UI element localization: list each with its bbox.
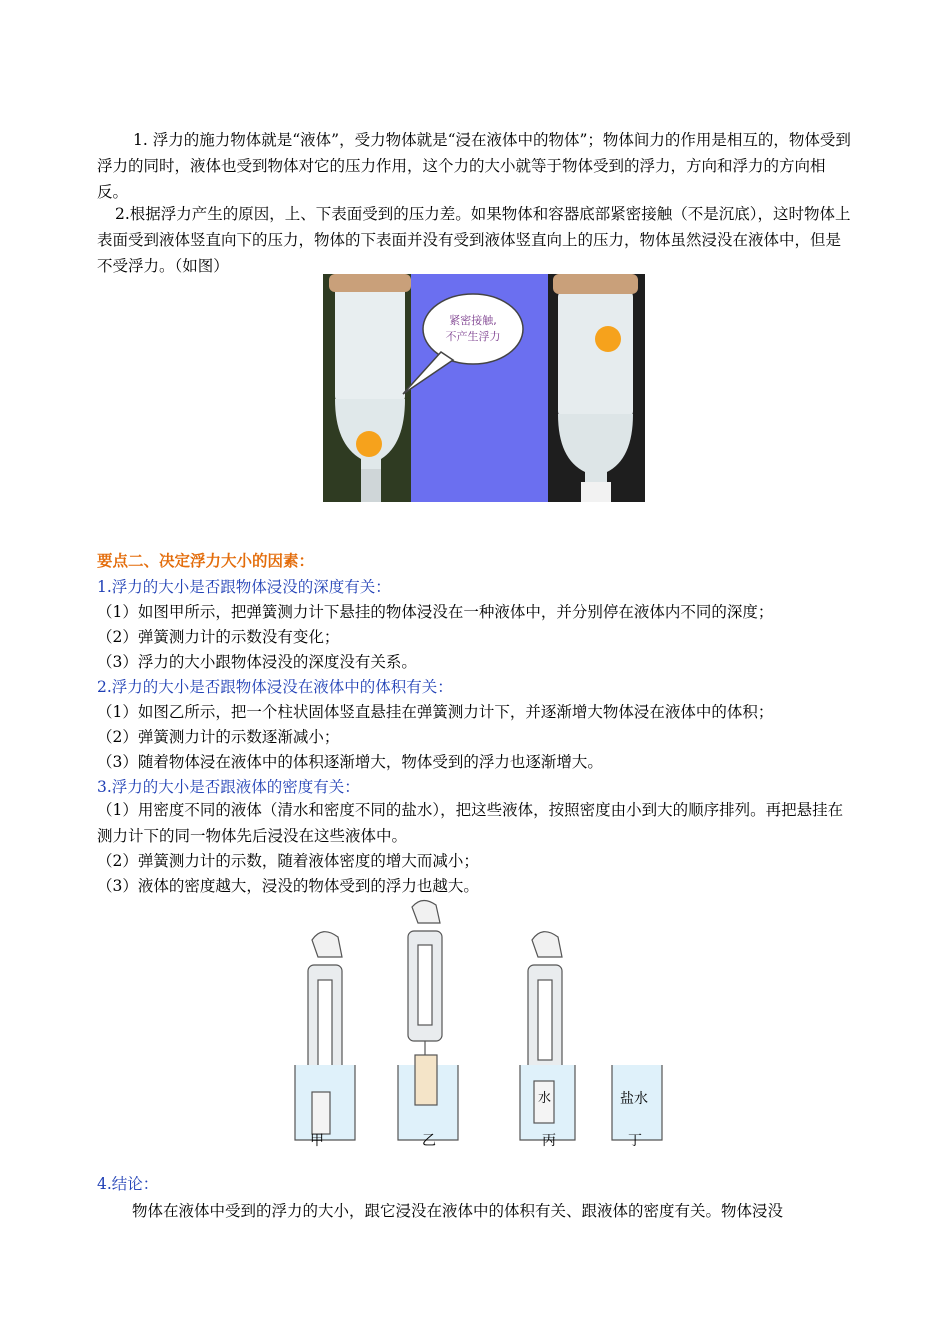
q3-item-1: （1）用密度不同的液体（清水和密度不同的盐水），把这些液体，按照密度由小到大的顺序排列。再把悬挂在测力计下的同一物体先后浸没在这些液体中。: [97, 801, 844, 845]
q1-item-3: （3）浮力的大小跟物体浸没的深度没有关系。: [97, 653, 417, 671]
conclusion-text: 物体在液体中受到的浮力的大小，跟它浸没在液体中的体积有关、跟液体的密度有关。物体浸没: [132, 1202, 784, 1220]
q2-item-1: （1）如图乙所示，把一个柱状固体竖直悬挂在弹簧测力计下，并逐渐增大物体浸在液体中的体积；: [97, 703, 774, 721]
q2-item-3: （3）随着物体浸在液体中的体积逐渐增大，物体受到的浮力也逐渐增大。: [97, 753, 603, 771]
q2-title: 2.浮力的大小是否跟物体浸没在液体中的体积有关：: [97, 678, 453, 696]
section-2-heading: 要点二、决定浮力大小的因素：: [97, 551, 315, 570]
figure-label-bing: 丙: [542, 1133, 556, 1149]
spring-scale-illustration: [290, 895, 680, 1155]
bubble-line-1: 紧密接触,: [449, 314, 497, 327]
q1-item-1: （1）如图甲所示，把弹簧测力计下悬挂的物体浸没在一种液体中，并分别停在液体内不同的深度；: [97, 603, 774, 621]
figure-label-ding: 丁: [628, 1133, 642, 1149]
water-label: 水: [538, 1091, 552, 1106]
bottle-experiment-photo: [323, 274, 645, 502]
bubble-line-2: 不产生浮力: [445, 330, 501, 343]
q3-item-2: （2）弹簧测力计的示数，随着液体密度的增大而减小；: [97, 852, 479, 870]
spring-scale-figure: [290, 895, 680, 1155]
q3-title: 3.浮力的大小是否跟液体的密度有关：: [97, 778, 360, 796]
q2-item-2: （2）弹簧测力计的示数逐渐减小；: [97, 728, 340, 746]
q1-item-2: （2）弹簧测力计的示数没有变化；: [97, 628, 340, 646]
q3-item-3: （3）液体的密度越大，浸没的物体受到的浮力也越大。: [97, 877, 479, 895]
intro-paragraph-1: 1. 浮力的施力物体就是“液体”，受力物体就是“浸在液体中的物体”；物体间力的作用是相互的，物体受到浮力的同时，液体也受到物体对它的压力作用，这个力的大小就等于物体受到的浮力，方向和浮力的方向相反。: [97, 131, 851, 201]
bottle-photo-illustration: [323, 274, 645, 502]
intro-paragraph-2: 2.根据浮力产生的原因，上、下表面受到的压力差。如果物体和容器底部紧密接触（不是沉底），这时物体上表面受到液体竖直向下的压力，物体的下表面并没有受到液体竖直向上的压力，物体虽然浸没在液体中，但是不受浮力。（如图）: [97, 205, 851, 275]
figure-label-jia: 甲: [310, 1133, 324, 1149]
figure-label-yi: 乙: [422, 1133, 436, 1149]
salt-water-label: 盐水: [620, 1091, 648, 1107]
q1-title: 1.浮力的大小是否跟物体浸没的深度有关：: [97, 578, 391, 596]
conclusion-title: 4.结论：: [97, 1175, 159, 1193]
